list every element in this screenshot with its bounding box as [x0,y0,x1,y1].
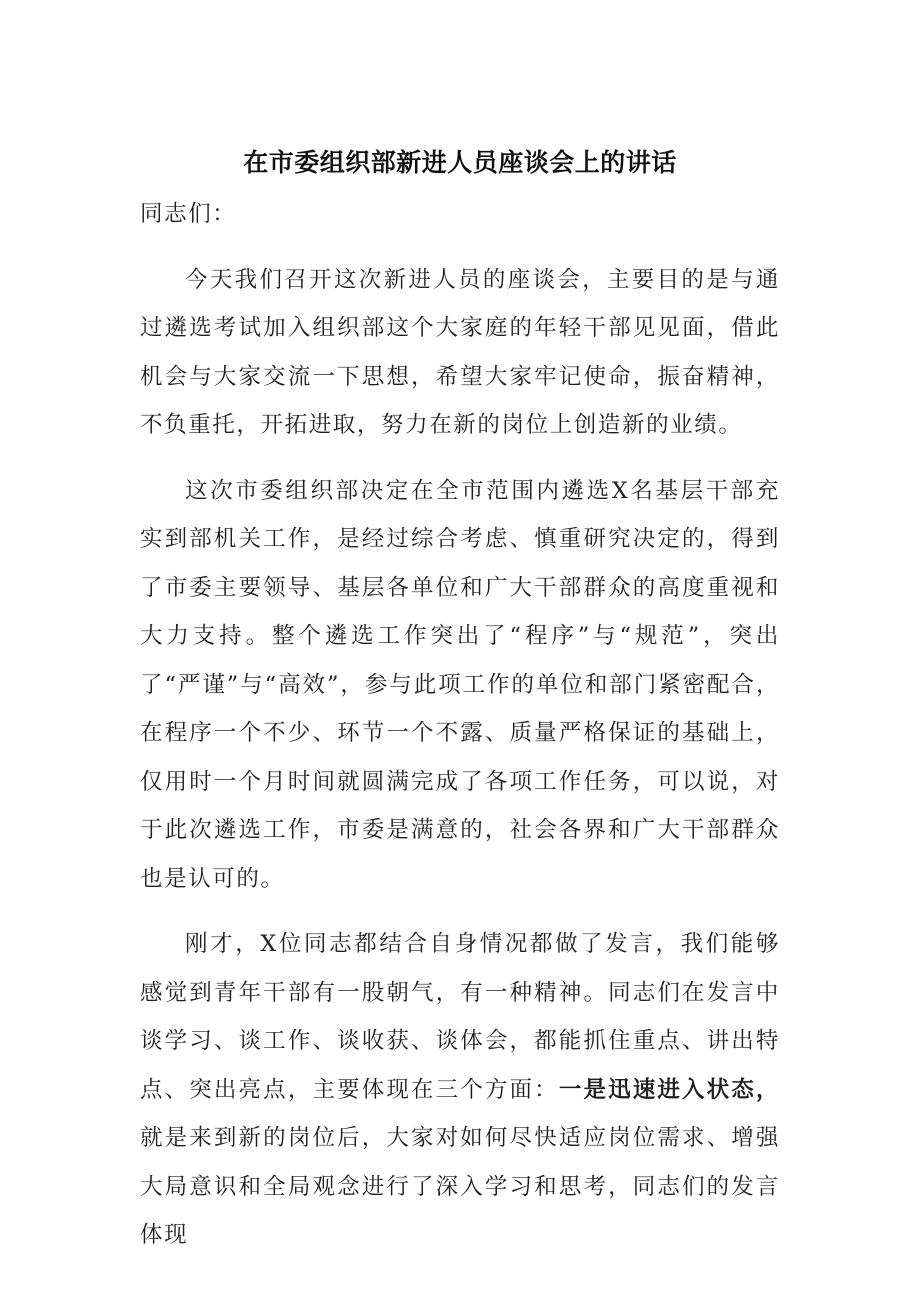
paragraph-1: 今天我们召开这次新进人员的座谈会，主要目的是与通过遴选考试加入组织部这个大家庭的年轻干部见见面，借此机会与大家交流一下思想，希望大家牢记使命，振奋精神，不负重托，开拓进取，努力在新的岗位上创造新的业绩。 [140,266,780,438]
paragraph-3 [140,920,780,1260]
document-body [140,190,780,1260]
paragraph-2: 这次市委组织部决定在全市范围内遴选X名基层干部充实到部机关工作，是经过综合考虑、慎重研究决定的，得到了市委主要领导、基层各单位和广大干部群众的高度重视和大力支持。整个遴选工作突出了“程序”与“规范”，突出了“严谨”与“高效”，参与此项工作的单位和部门紧密配合，在程序一个不少、环节一个不露、质量严格保证的基础上，仅用时一个月时间就圆满完成了各项工作任务，可以说，对于此次遴选工作，市委是满意的，社会各界和广大干部群众也是认可的。 [140,477,780,892]
document-title: 在市委组织部新进人员座谈会上的讲话 [243,148,677,177]
paragraph-3-text-after: 就是来到新的岗位后，大家对如何尽快适应岗位需求、增强大局意识和全局观念进行了深入学习和思考，同志们的发言体现 [140,1125,780,1248]
paragraph-3-text-before: 刚才，X位同志都结合自身情况都做了发言，我们能够感觉到青年干部有一股朝气，有一种精神。同志们在发言中谈学习、谈工作、谈收获、谈体会，都能抓住重点、讲出特点、突出亮点，主要体现在三个方面： [140,931,780,1103]
paragraph-3-emphasis: 一是迅速进入状态， [558,1076,780,1103]
salutation: 同志们： [140,201,237,227]
